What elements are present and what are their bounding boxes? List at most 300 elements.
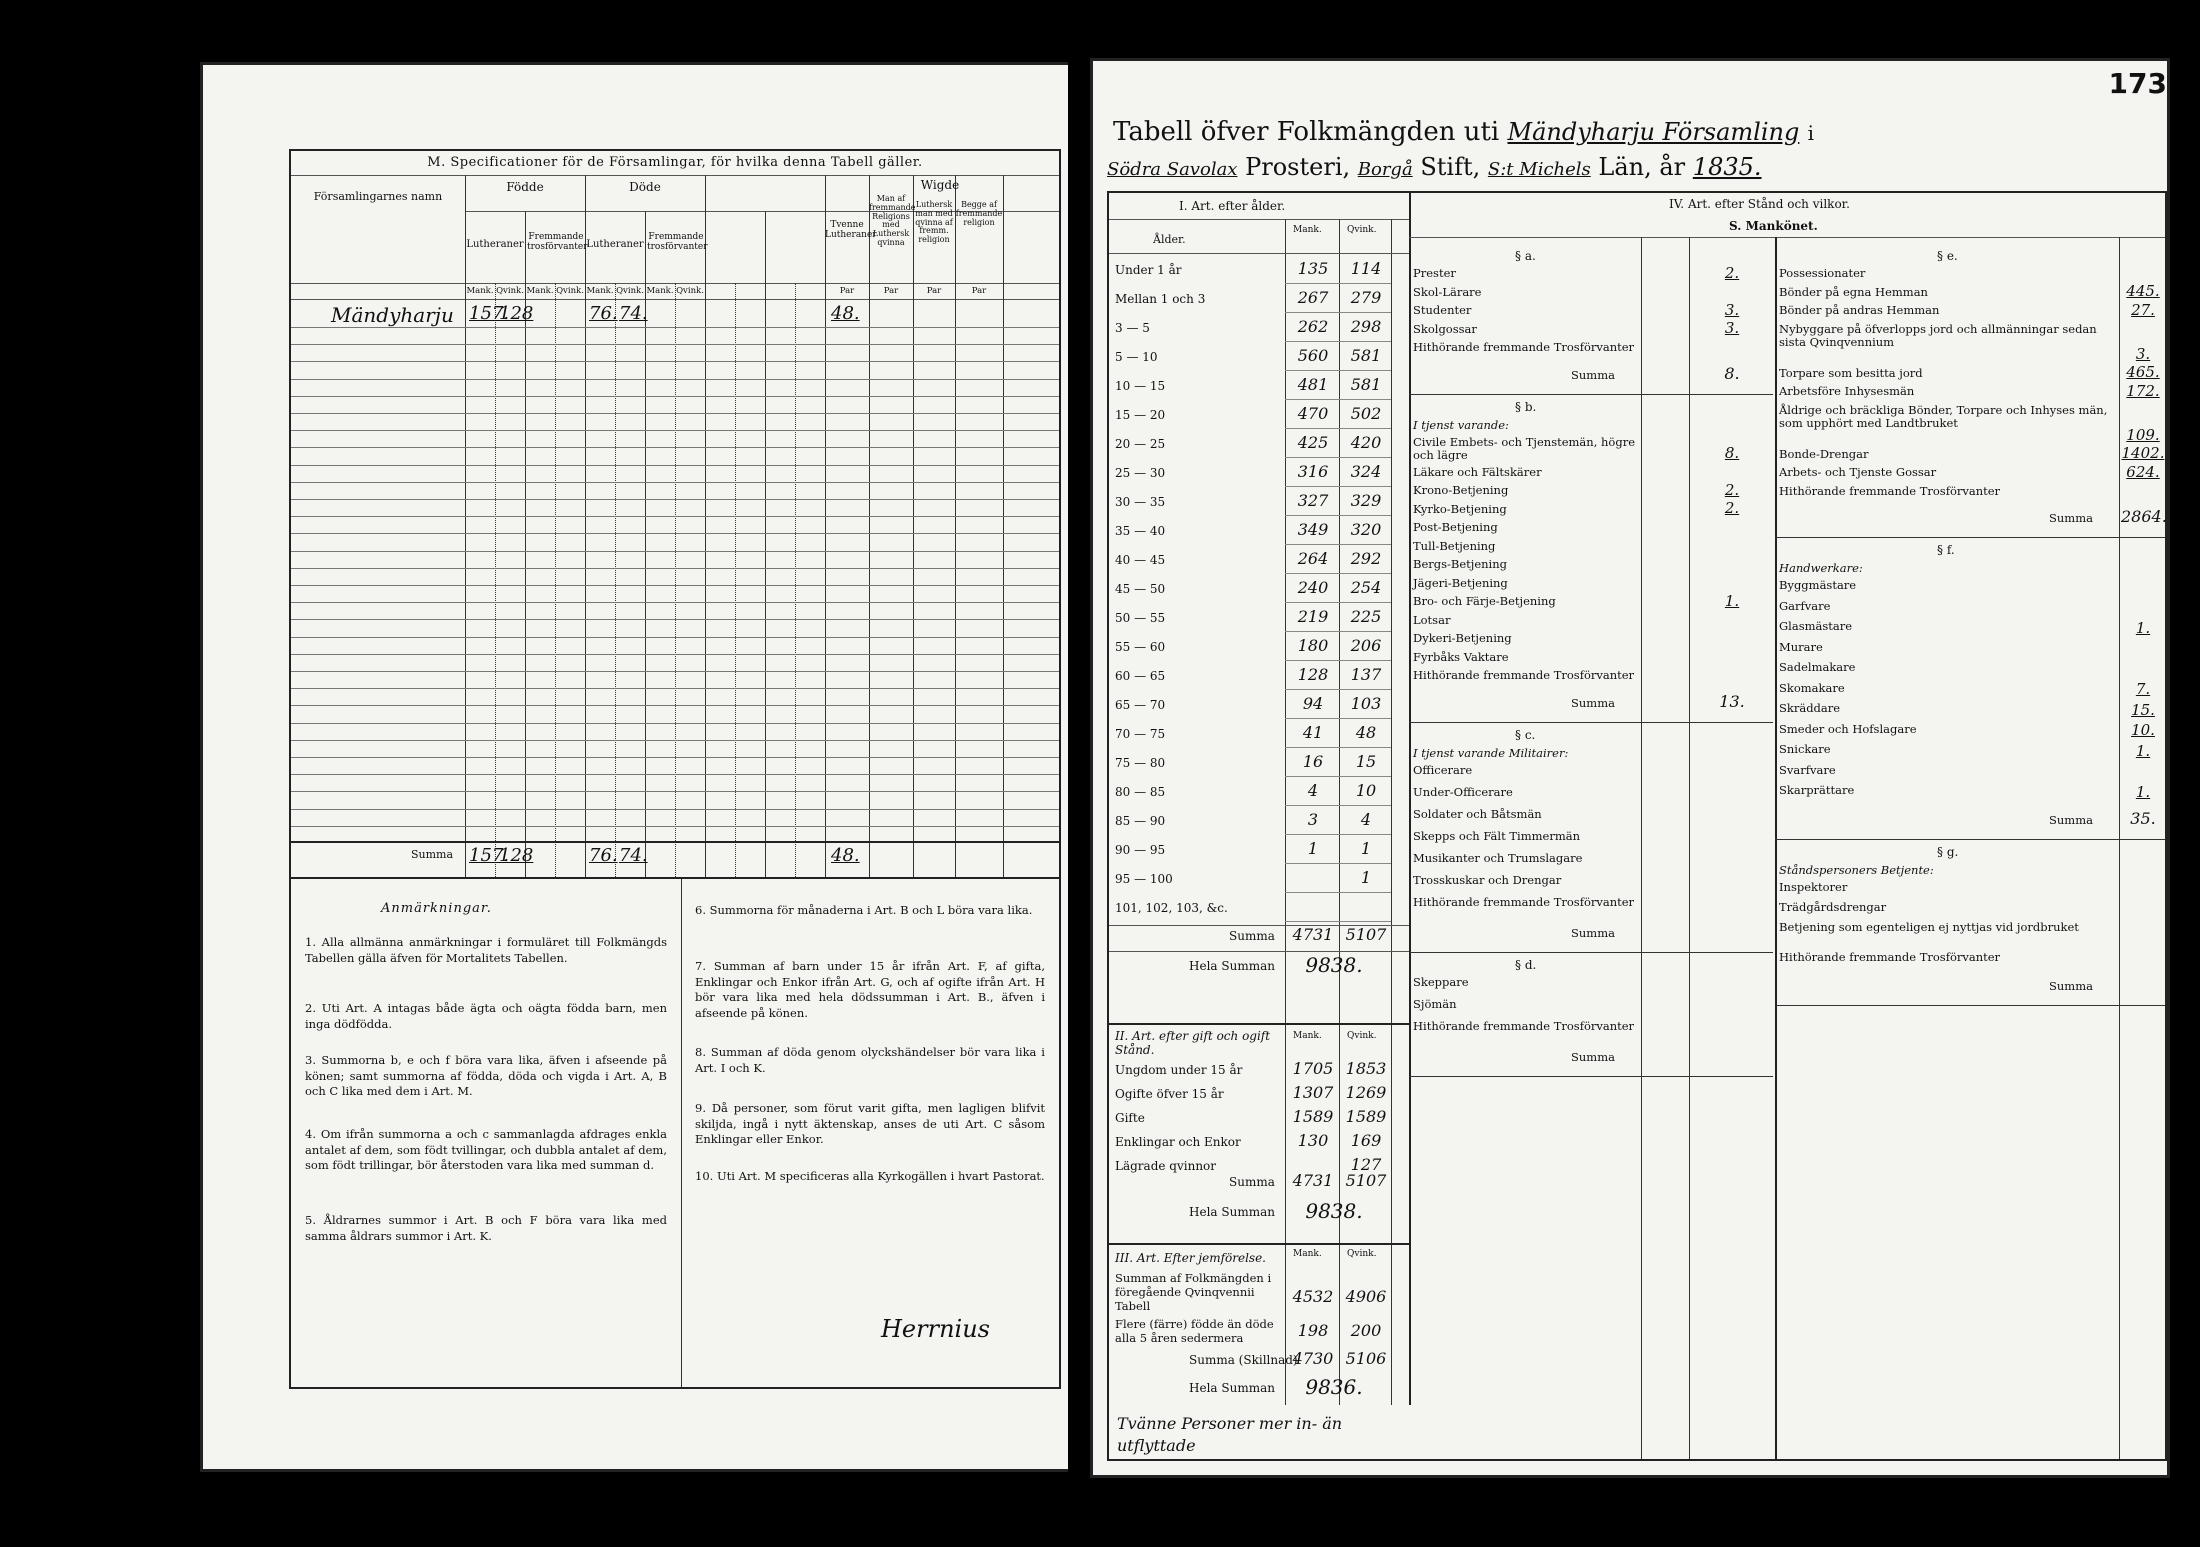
art1-row-qvink: 48 — [1355, 723, 1377, 742]
section-sa-value: 3. — [1724, 300, 1740, 319]
section-se-value: 27. — [2131, 300, 2155, 319]
ruled-line — [291, 361, 1059, 362]
art2-row-qvink: 127 — [1350, 1155, 1382, 1174]
art1-row-label: 25 — 30 — [1115, 466, 1166, 480]
art3-row1-m: 4532 — [1292, 1287, 1334, 1306]
section-sf-item: Svarfvare — [1779, 762, 1836, 777]
art1-row-line — [1285, 341, 1391, 342]
art3-summa-q: 5106 — [1345, 1349, 1387, 1368]
art1-row-mank: 560 — [1297, 346, 1329, 365]
section-se-item: Åldrige och bräckliga Bönder, Torpare och Inhyses män, som upphört med Landtbruket — [1779, 402, 2108, 431]
section-sa-value: 3. — [1724, 319, 1740, 337]
ruled-line — [291, 327, 1059, 328]
ruled-line — [291, 465, 1059, 466]
section-sd-item: Skeppare — [1413, 974, 1469, 989]
art1-row-qvink: 292 — [1350, 549, 1382, 568]
sub-mank: Mank. — [466, 286, 494, 296]
section-sf-value: 1. — [2135, 782, 2151, 801]
section-sb-value: 1. — [1724, 591, 1740, 610]
section-divider — [1775, 537, 2165, 538]
header-man-af: Man af fremmande Religions med Luthersk qvinna — [869, 194, 916, 247]
ruled-line — [291, 723, 1059, 724]
art1-summa-label: Summa — [1229, 929, 1275, 943]
section-sb-item: Lotsar — [1413, 612, 1451, 627]
section-sc-item: Skepps och Fält Timmermän — [1413, 828, 1580, 843]
section-se-value: 465. — [2126, 363, 2160, 381]
art1-row-label: 35 — 40 — [1115, 524, 1166, 538]
section-sc-item: Musikanter och Trumslagare — [1413, 850, 1583, 865]
section-se-summa-value: 2864. — [2121, 507, 2167, 526]
art3-title: III. Art. Efter jemförelse. — [1115, 1251, 1266, 1265]
ruled-line — [291, 619, 1059, 620]
section-sd-summa: Summa — [1571, 1049, 1615, 1064]
section-sb-item: Dykeri-Betjening — [1413, 631, 1512, 645]
specification-table — [289, 149, 1061, 879]
section-sb-summa: Summa — [1571, 695, 1615, 710]
ruled-line — [291, 826, 1059, 827]
section-sd-head: § d. — [1515, 957, 1537, 972]
art1-row-mank: 264 — [1297, 549, 1329, 568]
remarks-box — [289, 879, 1061, 1389]
art1-row-mank: 128 — [1297, 665, 1329, 684]
section-sf-summa: Summa — [2049, 812, 2093, 827]
art2-row-label: Ogifte öfver 15 år — [1115, 1087, 1224, 1101]
art1-row-qvink: 1 — [1360, 839, 1372, 858]
art1-row-line — [1285, 718, 1391, 719]
art1-row-line — [1285, 921, 1391, 922]
art1-row-qvink: 298 — [1350, 317, 1382, 336]
sub-qvink: Qvink. — [616, 286, 644, 296]
art1-row-line — [1285, 573, 1391, 574]
section-sa-item: Prester — [1413, 266, 1456, 280]
art1-row-line — [1285, 486, 1391, 487]
art1-row-mank: 180 — [1297, 636, 1329, 655]
art1-row-mank: 4 — [1307, 781, 1319, 800]
section-sb-value: 8. — [1724, 443, 1740, 462]
art2-row-qvink: 1589 — [1345, 1107, 1387, 1126]
sub-mank: Mank. — [586, 286, 614, 296]
art1-row-label: 80 — 85 — [1115, 785, 1166, 799]
art1-row-label: 65 — 70 — [1115, 698, 1166, 712]
art1-row-mank: 425 — [1297, 433, 1329, 452]
art2-summa-m: 4731 — [1292, 1171, 1334, 1190]
art1-row-label: 101, 102, 103, &c. — [1115, 901, 1228, 915]
art1-row-label: 15 — 20 — [1115, 408, 1166, 422]
section-se-item: Bonde-Drengar — [1779, 446, 1869, 461]
art1-row-label: 40 — 45 — [1115, 553, 1166, 567]
section-sb-sub: I tjenst varande: — [1413, 417, 1509, 432]
section-sb-item: Post-Betjening — [1413, 520, 1498, 534]
ruled-line — [291, 344, 1059, 345]
art1-row-line — [1285, 544, 1391, 545]
art1-row-qvink: 137 — [1350, 665, 1382, 684]
section-sd-item: Sjömän — [1413, 996, 1457, 1011]
title-print: Tabell öfver Folkmängden uti — [1113, 117, 1500, 147]
title-i: i — [1807, 121, 1815, 145]
art1-row-qvink: 581 — [1350, 346, 1382, 365]
art1-row-qvink: 324 — [1350, 462, 1382, 481]
ruled-line — [291, 551, 1059, 552]
art1-row-line — [1285, 515, 1391, 516]
header-begge: Begge af fremmande religion — [955, 200, 1003, 227]
art3-hela-label: Hela Summan — [1189, 1381, 1275, 1395]
vigde-par: 48. — [831, 303, 860, 324]
art1-row-qvink: 103 — [1350, 694, 1382, 713]
page-number: 173 — [2108, 67, 2167, 100]
section-sc-item: Trosskuskar och Drengar — [1413, 872, 1562, 887]
art1-row-label: 70 — 75 — [1115, 727, 1166, 741]
remark-5: 5. Åldrarnes summor i Art. B och F böra vara lika med samma åldrars summor i Art. K. — [305, 1213, 667, 1243]
section-sb-item: Tull-Betjening — [1413, 538, 1496, 553]
remark-2: 2. Uti Art. A intagas både ägta och oägta födda barn, men inga dödfödda. — [305, 1001, 667, 1031]
art2-row-label: Gifte — [1115, 1111, 1145, 1125]
ruled-line — [291, 568, 1059, 569]
ruled-line — [291, 740, 1059, 741]
section-divider — [1775, 839, 2165, 840]
art1-row-line — [1285, 805, 1391, 806]
ruled-line — [291, 809, 1059, 810]
art1-row-qvink: 206 — [1350, 636, 1382, 655]
art1-col-qvink: Qvink. — [1347, 225, 1377, 235]
art1-row-label: Mellan 1 och 3 — [1115, 292, 1206, 306]
section-sb-summa-value: 13. — [1719, 691, 1745, 711]
remark-4: 4. Om ifrån summorna a och c sammanlagda afdrages enkla antalet af dem, som födt tvillingar, och dubbla antalet af dem, som födt trillingar, bör återstoden vara lika med summan d. — [305, 1127, 667, 1173]
section-sf-sub: Handwerkare: — [1779, 561, 1863, 575]
sub-par: Par — [883, 286, 899, 296]
art1-row-mank: 481 — [1297, 375, 1329, 394]
section-se-item: Bönder på egna Hemman — [1779, 284, 1928, 299]
art3-row2-m: 198 — [1297, 1321, 1329, 1340]
section-sb-item: Bergs-Betjening — [1413, 557, 1508, 571]
section-sc-item: Soldater och Båtsmän — [1413, 806, 1542, 821]
section-se-value: 1402. — [2121, 444, 2165, 462]
art1-row-line — [1285, 428, 1391, 429]
sub-par: Par — [971, 286, 987, 296]
art4-title: IV. Art. efter Stånd och vilkor. — [1669, 197, 1850, 211]
section-sb-item: Bro- och Färje-Betjening — [1413, 594, 1556, 608]
sub-mank: Mank. — [646, 286, 674, 296]
section-se-value: 109. — [2126, 425, 2160, 444]
art1-summa-m: 4731 — [1292, 925, 1334, 944]
art1-row-mank: 94 — [1302, 694, 1324, 713]
header-dode-fremmande: Fremmande trosförvanter — [647, 232, 708, 252]
ruled-line — [291, 671, 1059, 672]
art1-row-mank: 316 — [1297, 462, 1329, 481]
section-sc-head: § c. — [1515, 727, 1536, 742]
sub-stift-name: Borgå — [1357, 159, 1413, 180]
header-vigde: Wigde — [920, 178, 960, 192]
section-sa-item: Skolgossar — [1413, 321, 1477, 336]
art2-title: II. Art. efter gift och ogift Stånd. — [1115, 1029, 1271, 1057]
art1-hela-label: Hela Summan — [1189, 959, 1275, 973]
art1-row-line — [1285, 283, 1391, 284]
art1-row-label: 95 — 100 — [1115, 872, 1173, 886]
art2-row-label: Ungdom under 15 år — [1115, 1063, 1243, 1077]
section-se-value: 172. — [2126, 381, 2160, 400]
section-sb-item: Kyrko-Betjening — [1413, 501, 1507, 516]
section-sf-head: § f. — [1937, 543, 1955, 557]
art1-row-qvink: 1 — [1360, 868, 1372, 887]
ruled-line — [291, 482, 1059, 483]
sub-mank: Mank. — [526, 286, 554, 296]
art1-row-qvink: 329 — [1350, 491, 1382, 510]
art1-row-line — [1285, 863, 1391, 864]
section-sb-value: 2. — [1724, 499, 1740, 517]
parish-name: Mändyharju — [331, 303, 454, 327]
art1-row-line — [1285, 457, 1391, 458]
dode-mank: 76. — [589, 303, 618, 324]
section-sc-summa: Summa — [1571, 925, 1615, 940]
art1-row-mank: 41 — [1302, 723, 1324, 742]
remarks-title: Anmärkningar. — [381, 901, 492, 916]
art1-row-line — [1285, 399, 1391, 400]
section-sf-item: Byggmästare — [1779, 578, 1857, 592]
section-sd-item: Hithörande fremmande Trosförvanter — [1413, 1018, 1635, 1033]
fodde-mank: 157. — [469, 303, 510, 324]
sub-par: Par — [926, 286, 942, 296]
section-sf-item: Sadelmakare — [1779, 660, 1856, 674]
section-sf-value: 15. — [2131, 700, 2155, 719]
art3-row2-label: Flere (färre) födde än döde alla 5 åren sedermera — [1115, 1317, 1274, 1345]
section-divider — [1409, 952, 1773, 953]
header-dode-lutheraner: Lutheraner — [586, 239, 644, 250]
art2-row-mank: 1589 — [1292, 1107, 1334, 1126]
summa-dode-mank: 76. — [589, 845, 618, 866]
art1-table — [1109, 193, 1411, 1023]
header-forsamling: Församlingarnes namn — [313, 190, 443, 203]
dode-qvink: 74. — [619, 303, 648, 324]
art1-row-mank: 349 — [1297, 520, 1329, 539]
section-sf-item: Snickare — [1779, 742, 1831, 756]
ruled-line — [291, 637, 1059, 638]
title-parish: Mändyharju Församling — [1507, 118, 1800, 146]
section-sa-head: § a. — [1515, 249, 1536, 263]
art1-row-mank: 267 — [1297, 288, 1329, 307]
section-sb-item: Civile Embets- och Tjenstemän, högre och lägre — [1413, 434, 1635, 463]
art1-row-mank: 1 — [1307, 839, 1319, 858]
art1-row-label: 20 — 25 — [1115, 437, 1166, 451]
sub-par: Par — [839, 286, 855, 296]
sub-qvink: Qvink. — [556, 286, 584, 296]
art1-hela: 9838. — [1305, 953, 1363, 977]
art1-row-qvink: 279 — [1350, 288, 1382, 307]
art1-row-qvink: 114 — [1350, 259, 1382, 278]
ruled-line — [291, 516, 1059, 517]
art1-row-qvink: 420 — [1350, 433, 1382, 452]
art1-row-qvink: 10 — [1355, 781, 1377, 800]
header-fodde-lutheraner: Lutheraner — [466, 239, 524, 250]
art2-col-mank: Mank. — [1293, 1031, 1322, 1041]
section-sg-item: Inspektorer — [1779, 879, 1848, 894]
art2-summa-label: Summa — [1229, 1175, 1275, 1189]
art1-row-qvink: 4 — [1360, 810, 1372, 829]
sub-prosteri-name: Södra Savolax — [1107, 159, 1238, 180]
section-sa-item: Skol-Lärare — [1413, 284, 1482, 299]
section-sg-item: Trädgårdsdrengar — [1779, 899, 1887, 914]
remark-1: 1. Alla allmänna anmärkningar i formuläret till Folkmängds Tabellen gälla äfven för Mortalitets Tabellen. — [305, 935, 667, 965]
art1-row-line — [1285, 747, 1391, 748]
art1-row-label: 30 — 35 — [1115, 495, 1166, 509]
header-dode: Döde — [629, 180, 661, 194]
art3-summa-label: Summa (Skillnad) — [1189, 1353, 1298, 1367]
art2-summa-q: 5107 — [1345, 1171, 1387, 1190]
header-fodde: Födde — [506, 180, 544, 194]
header-tvenne: Tvenne Lutheraner — [825, 220, 877, 240]
art1-row-line — [1285, 602, 1391, 603]
section-sg-head: § g. — [1937, 844, 1959, 859]
ruled-line — [291, 654, 1059, 655]
section-sa-summa: Summa — [1571, 367, 1615, 382]
section-sf-item: Glasmästare — [1779, 619, 1853, 633]
section-sf-item: Murare — [1779, 639, 1823, 654]
art1-row-label: 90 — 95 — [1115, 843, 1166, 857]
art1-row-qvink: 15 — [1355, 752, 1377, 771]
summa-vigde-par: 48. — [831, 845, 860, 866]
section-sf-item: Smeder och Hofslagare — [1779, 721, 1917, 736]
art1-col-mank: Mank. — [1293, 225, 1322, 235]
section-se-item: Bönder på andras Hemman — [1779, 303, 1940, 317]
art1-row-mank: 135 — [1297, 259, 1329, 278]
art1-row-line — [1285, 660, 1391, 661]
right-page — [1090, 58, 2170, 1478]
art1-row-mank: 262 — [1297, 317, 1329, 336]
art2-row-mank: 130 — [1297, 1131, 1329, 1150]
sub-lan: Län, år — [1598, 153, 1686, 181]
ruled-line — [291, 602, 1059, 603]
section-divider — [1775, 1005, 2165, 1006]
section-sb-value: 2. — [1724, 480, 1740, 499]
summa-fodde-mank: 157. — [469, 845, 510, 866]
header-luthersk-man: Luthersk man med qvinna af fremm. religion — [915, 200, 953, 245]
art1-row-line — [1285, 631, 1391, 632]
art1-row-label: 50 — 55 — [1115, 611, 1166, 625]
section-sa-summa-value: 8. — [1724, 363, 1740, 383]
ruled-line — [291, 447, 1059, 448]
art2-row-mank: 1307 — [1292, 1083, 1334, 1102]
ruled-line — [291, 413, 1059, 414]
section-se-item: Possessionater — [1779, 266, 1866, 280]
spec-title: M. Specificationer för de Församlingar, för hvilka denna Tabell gäller. — [427, 155, 923, 170]
ruled-line — [291, 499, 1059, 500]
art3-row1-label: Summan af Folkmängden i föregående Qvinqvennii Tabell — [1115, 1271, 1272, 1313]
art2-row-qvink: 169 — [1350, 1131, 1382, 1150]
header-fodde-fremmande: Fremmande trosförvanter — [527, 232, 588, 252]
art4-man-title: S. Mankönet. — [1729, 219, 1818, 233]
section-se-summa: Summa — [2049, 511, 2093, 525]
sub-qvink: Qvink. — [496, 286, 524, 296]
art1-row-label: 45 — 50 — [1115, 582, 1166, 596]
art3-table — [1109, 1243, 1411, 1405]
handwritten-note: Tvänne Personer mer in- än utflyttade — [1117, 1414, 1343, 1456]
art2-col-qvink: Qvink. — [1347, 1031, 1377, 1041]
section-se-item: Nybyggare på öfverlopps jord och allmänningar sedan sista Qvinqvennium — [1779, 321, 2097, 350]
art1-row-mank: 219 — [1297, 607, 1329, 626]
art1-row-line — [1285, 689, 1391, 690]
section-sb-item: Fyrbåks Vaktare — [1413, 649, 1509, 664]
section-sf-item: Skarprättare — [1779, 783, 1855, 797]
section-sa-item: Hithörande fremmande Trosförvanter — [1413, 340, 1635, 354]
section-se-item: Arbetsföre Inhysesmän — [1779, 384, 1915, 398]
section-se-item: Hithörande fremmande Trosförvanter — [1779, 483, 2001, 498]
section-se-value: 624. — [2126, 462, 2160, 481]
section-sc-item: Hithörande fremmande Trosförvanter — [1413, 894, 1635, 909]
art1-row-line — [1285, 892, 1391, 893]
summa-fodde-qvink: 128 — [499, 845, 534, 866]
art3-col-mank: Mank. — [1293, 1249, 1322, 1259]
section-sf-value: 7. — [2135, 680, 2151, 698]
section-divider — [1409, 722, 1773, 723]
section-sf-item: Skräddare — [1779, 701, 1841, 715]
art1-row-label: 3 — 5 — [1115, 321, 1150, 335]
summa-label: Summa — [411, 848, 454, 861]
art2-hela-label: Hela Summan — [1189, 1205, 1275, 1219]
sub-prosteri: Prosteri, — [1245, 153, 1351, 181]
section-se-item: Torpare som besitta jord — [1779, 365, 1923, 380]
section-se-head: § e. — [1937, 249, 1958, 263]
sub-qvink: Qvink. — [676, 286, 704, 296]
section-sb-head: § b. — [1515, 399, 1537, 414]
section-sb-item: Hithörande fremmande Trosförvanter — [1413, 668, 1635, 682]
section-sf-summa-value: 35. — [2130, 808, 2156, 828]
ruled-line — [291, 705, 1059, 706]
section-sf-item: Skomakare — [1779, 680, 1845, 695]
section-sf-value: 1. — [2135, 741, 2151, 760]
art1-row-mank: 327 — [1297, 491, 1329, 510]
signature: Herrnius — [881, 1315, 990, 1343]
fodde-qvink: 128 — [499, 303, 534, 324]
art1-row-label: 60 — 65 — [1115, 669, 1166, 683]
art1-col-alder: Ålder. — [1153, 233, 1186, 246]
remark-9: 9. Då personer, som förut varit gifta, men lagligen blifvit skiljda, ingå i nytt äktenskap, anses de uti Art. C såsom Enklingar eller Enkor. — [695, 1101, 1045, 1147]
section-sb-item: Jägeri-Betjening — [1413, 575, 1508, 590]
section-sg-summa: Summa — [2049, 978, 2093, 993]
art2-row-qvink: 1269 — [1345, 1083, 1387, 1102]
sub-lan-name: S:t Michels — [1487, 159, 1591, 180]
section-divider — [1409, 394, 1773, 395]
art1-row-label: 10 — 15 — [1115, 379, 1166, 393]
ruled-line — [291, 774, 1059, 775]
art3-row2-q: 200 — [1350, 1321, 1382, 1340]
art3-summa-m: 4730 — [1292, 1349, 1334, 1368]
tables-frame — [1107, 191, 2167, 1461]
section-divider — [1409, 1076, 1773, 1077]
section-se-value: 445. — [2126, 282, 2160, 300]
art1-row-line — [1285, 776, 1391, 777]
section-sg-sub: Ståndspersoners Betjente: — [1779, 862, 1934, 877]
art1-row-label: 75 — 80 — [1115, 756, 1166, 770]
remark-8: 8. Summan af döda genom olyckshändelser bör vara lika i Art. I och K. — [695, 1045, 1045, 1075]
art1-row-label: 55 — 60 — [1115, 640, 1166, 654]
section-sf-value: 10. — [2131, 721, 2155, 739]
art1-row-label: 85 — 90 — [1115, 814, 1166, 828]
art1-row-qvink: 581 — [1350, 375, 1382, 394]
remark-6: 6. Summorna för månaderna i Art. B och L böra vara lika. — [695, 903, 1033, 917]
ruled-line — [291, 379, 1059, 380]
art1-row-line — [1285, 834, 1391, 835]
sub-stift: Stift, — [1420, 153, 1481, 181]
art1-row-line — [1285, 312, 1391, 313]
section-sa-item: Studenter — [1413, 303, 1472, 317]
art1-summa-q: 5107 — [1345, 925, 1387, 944]
art1-row-qvink: 254 — [1350, 578, 1382, 597]
section-sa-value: 2. — [1724, 263, 1740, 282]
main-title — [1113, 119, 1814, 146]
left-page — [200, 62, 1068, 1472]
section-sb-item: Krono-Betjening — [1413, 483, 1509, 497]
remark-3: 3. Summorna b, e och f böra vara lika, äfven i afseende på könen; samt summorna af födda, döda och vigda i Art. A, B och C lika med dem i Art. M. — [305, 1053, 667, 1099]
art2-hela: 9838. — [1305, 1199, 1363, 1223]
section-sf-item: Garfvare — [1779, 598, 1831, 613]
